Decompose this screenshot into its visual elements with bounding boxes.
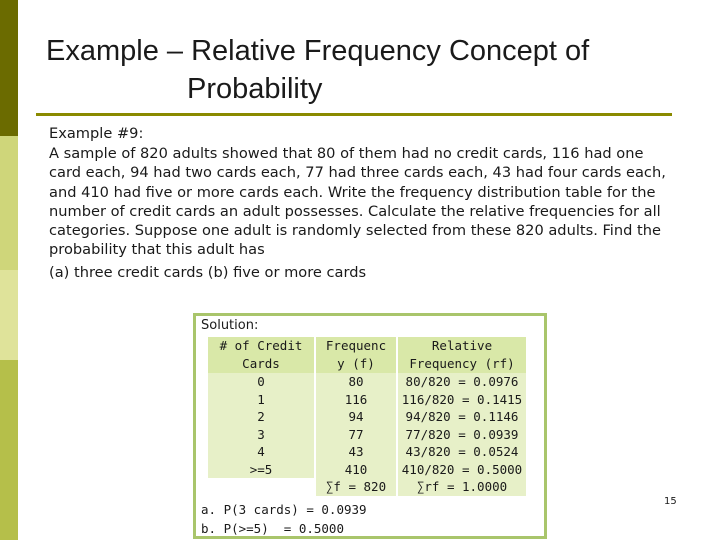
cell-relative: 116/820 = 0.1415 [398, 391, 526, 409]
cell-empty [208, 478, 314, 496]
cell-cards: 3 [208, 426, 314, 444]
table-row [208, 391, 526, 409]
cell-frequency: 43 [316, 443, 396, 461]
cell-cards: 1 [208, 391, 314, 409]
decorative-side-bar [0, 0, 18, 540]
header-frequency-2: y (f) [316, 355, 396, 373]
title-underline [36, 113, 672, 116]
header-cards-2: Cards [208, 355, 314, 373]
table-row [208, 408, 526, 426]
answer-a: a. P(3 cards) = 0.0939 [201, 502, 367, 517]
cell-cards: >=5 [208, 461, 314, 479]
header-relative: Relative [398, 337, 526, 355]
solution-label: Solution: [201, 318, 259, 333]
table-row [208, 461, 526, 479]
cell-frequency: 410 [316, 461, 396, 479]
frequency-table [206, 337, 528, 496]
table-header-row [208, 337, 526, 355]
table-header-row-2 [208, 355, 526, 373]
problem-statement [49, 124, 679, 283]
example-label: Example #9: [49, 125, 144, 142]
problem-text: A sample of 820 adults showed that 80 of them had no credit cards, 116 had one card each, 94 had two cards each, 77 had three cards each, 43 had four cards each, and 410 had five or more cards each. Write the frequency distribution table for the number of credit cards an adult possesses. Calculate the relative frequencies for all categories. Suppose one adult is randomly selected from these 820 adults. Find the probability that this adult has [49, 145, 666, 259]
cell-frequency: 77 [316, 426, 396, 444]
slide-title-line2: Probability [187, 73, 323, 105]
cell-relative: 43/820 = 0.0524 [398, 443, 526, 461]
cell-cards: 2 [208, 408, 314, 426]
cell-relative: 77/820 = 0.0939 [398, 426, 526, 444]
table-row [208, 443, 526, 461]
cell-cards: 4 [208, 443, 314, 461]
header-cards: # of Credit [208, 337, 314, 355]
total-relative: ∑rf = 1.0000 [398, 478, 526, 496]
header-frequency: Frequenc [316, 337, 396, 355]
cell-frequency: 80 [316, 373, 396, 391]
header-relative-2: Frequency (rf) [398, 355, 526, 373]
cell-relative: 410/820 = 0.5000 [398, 461, 526, 479]
total-frequency: ∑f = 820 [316, 478, 396, 496]
solution-box [193, 313, 547, 539]
answer-b: b. P(>=5) = 0.5000 [201, 521, 344, 536]
table-row [208, 426, 526, 444]
cell-frequency: 116 [316, 391, 396, 409]
question-text: (a) three credit cards (b) five or more cards [49, 264, 367, 282]
cell-relative: 80/820 = 0.0976 [398, 373, 526, 391]
answers [201, 500, 367, 538]
slide-title [40, 32, 680, 108]
cell-relative: 94/820 = 0.1146 [398, 408, 526, 426]
table-row [208, 373, 526, 391]
cell-cards: 0 [208, 373, 314, 391]
table-totals-row [208, 478, 526, 496]
slide-title-line1: Example – Relative Frequency Concept of [46, 35, 590, 67]
page-number: 15 [664, 496, 677, 507]
cell-frequency: 94 [316, 408, 396, 426]
